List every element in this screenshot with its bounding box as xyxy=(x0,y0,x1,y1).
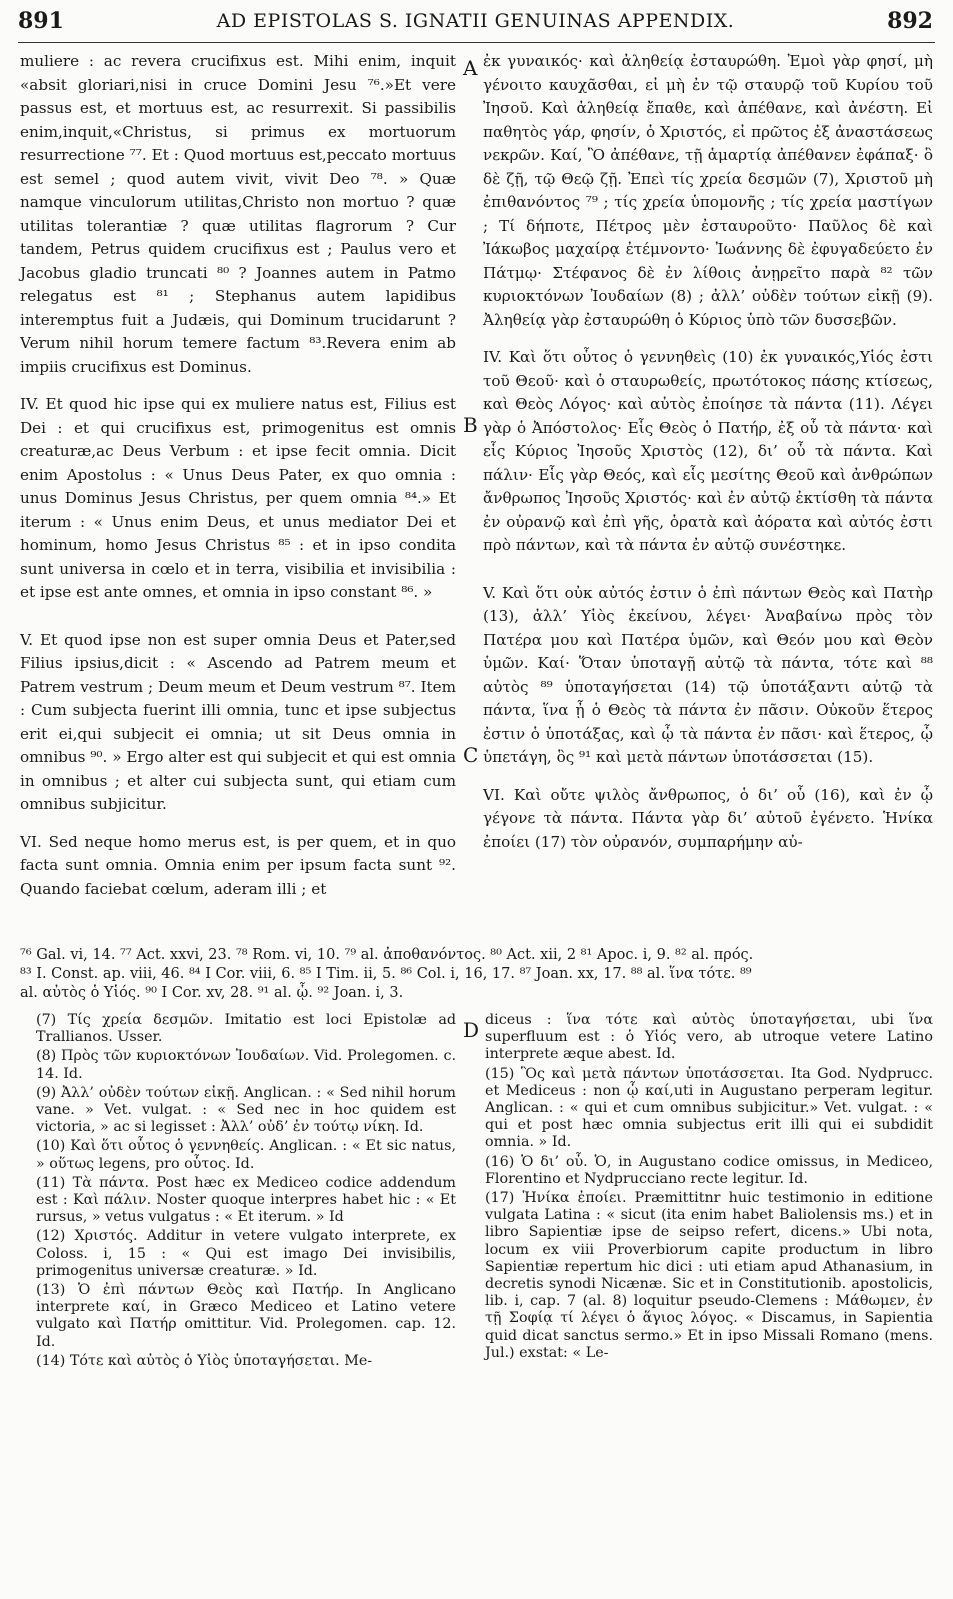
latin-column xyxy=(20,50,456,901)
greek-paragraph-vi: VI. Καὶ οὔτε ψιλὸς ἄνθρωπος, ὁ δι’ οὗ (16), καὶ ἐν ᾧ γέγονε τὰ πάντα. Πάντα γὰρ δι’ αὐτοῦ ἐγένετο. Ἡνίκα ἐποίει (17) τὸν οὐρανόν, συμπαρήμην αὐ- xyxy=(483,785,933,851)
note-item: (16) Ὁ δι’ οὗ. Ὁ, in Augustano codice omissus, in Mediceo, Florentino et Nydprucciano recte legitur. Id. xyxy=(485,1153,933,1187)
footnote-line: ⁷⁶ Gal. vi, 14. ⁷⁷ Act. xxvi, 23. ⁷⁸ Rom. vi, 10. ⁷⁹ al. ἀποθανόντος. ⁸⁰ Act. xii, 2 ⁸¹ Apoc. i, 9. ⁸² al. πρός. xyxy=(20,947,754,963)
greek-paragraph-v: V. Καὶ ὅτι οὐκ αὐτός ἐστιν ὁ ἐπὶ πάντων Θεὸς καὶ Πατὴρ (13), ἀλλ’ Υἱὸς ἐκείνου, λέγει· Ἀναβαίνω πρὸς τὸν Πατέρα μου καὶ Πατέρα ὑμῶν, καὶ Θεόν μου καὶ Θεὸν ὑμῶν. Καί· Ὅταν ὑποταγῇ αὐτῷ τὰ πάντα, τότε καὶ ⁸⁸ αὐτὸς ⁸⁹ ὑποταγήσεται (14) τῷ ὑποτάξαντι αὐτῷ τὰ πάντα, ἵνα ᾖ ὁ Θεὸς τὰ πάντα ἐν πᾶσιν. Οὐκοῦν ἕτερος ἐστιν ὁ ὑποτάξας, καὶ ᾧ τὰ πάντα ἐν πᾶσι· καὶ ἕτερος, ᾧ ὑπετάγη, ὃς ⁹¹ καὶ μετὰ πάντων ὑποτάσσεται (15). xyxy=(483,583,933,766)
note-item: (12) Χριστός. Additur in vetere vulgato interprete, ex Coloss. i, 15 : « Qui est imago Dei invisibilis, primogenitus universæ creaturæ. » Id. xyxy=(36,1228,456,1279)
page-number-right: 892 xyxy=(887,8,933,34)
latin-paragraph-vi: VI. Sed neque homo merus est, is per quem, et in quo facta sunt omnia. Omnia enim per ipsum facta sunt ⁹². Quando faciebat cœlum, aderam illi ; et xyxy=(20,832,456,898)
greek-paragraph-iv: IV. Καὶ ὅτι οὗτος ὁ γεννηθεὶς (10) ἐκ γυναικός,Υἱός ἐστι τοῦ Θεοῦ· καὶ ὁ σταυρωθείς, πρωτότοκος πάσης κτίσεως, καὶ Θεὸς Λόγος· καὶ αὐτὸς ἐποίησε τὰ πάντα (11). Λέγει γὰρ ὁ Ἀπόστολος· Εἷς Θεὸς ὁ Πατήρ, ἐξ οὗ τὰ πάντα· καὶ εἷς Κύριος Ἰησοῦς Χριστὸς (12), δι’ οὗ τὰ πάντα. Καὶ πάλιν· Εἷς γὰρ Θεός, καὶ εἷς μεσίτης Θεοῦ καὶ ἀνθρώπων ἄνθρωπος Ἰησοῦς Χριστός· καὶ ἐν αὐτῷ ἐκτίσθη τὰ πάντα ἐν οὐρανῷ καὶ ἐπὶ γῆς, ὁρατὰ καὶ ἀόρατα καὶ αὐτός ἐστι πρὸ πάντων, καὶ τὰ πάντα ἐν αὐτῷ συνέστηκε. xyxy=(483,348,933,554)
note-item: (15) Ὃς καὶ μετὰ πάντων ὑποτάσσεται. Ita God. Nydprucc. et Mediceus : non ᾧ καί,uti in Augustano perperam legitur. Anglican. : « qui et cum omnibus subjicitur.» Vet. vulgat. : « qui et post hæc omnia subjectus erit illi qui ei subdidit omnia. » Id. xyxy=(485,1065,933,1151)
note-item: (10) Καὶ ὅτι οὗτος ὁ γεννηθείς. Anglican. : « Et sic natus, » οὕτως legens, pro οὗτος. Id. xyxy=(36,1138,456,1172)
margin-letter-c: C xyxy=(463,743,479,767)
notes-left-column xyxy=(36,1012,456,1372)
note-item: (13) Ὁ ἐπὶ πάντων Θεὸς καὶ Πατήρ. In Anglicano interprete καί, in Græco Mediceo et Latino vetere vulgato καὶ Πατήρ omittitur. Vid. Prolegomen. cap. 12. Id. xyxy=(36,1282,456,1350)
notes-right-column xyxy=(485,1012,933,1364)
running-title: AD EPISTOLAS S. IGNATII GENUINAS APPENDIX. xyxy=(216,10,735,32)
greek-paragraph-iii: ἐκ γυναικός· καὶ ἀληθείᾳ ἐσταυρώθη. Ἐμοὶ γὰρ φησί, μὴ γένοιτο καυχᾶσθαι, εἰ μὴ ἐν τῷ σταυρῷ τοῦ Κυρίου τοῦ Ἰησοῦ. Καὶ ἀληθείᾳ ἔπαθε, καὶ ἀπέθανε, καὶ ἀνέστη. Εἰ παθητὸς γάρ, φησίν, ὁ Χριστός, εἰ πρῶτος ἐξ ἀναστάσεως νεκρῶν. Καί, Ὃ ἀπέθανε, τῇ ἁμαρτίᾳ ἀπέθανεν ἐφάπαξ· ὃ δὲ ζῇ, τῷ Θεῷ ζῇ. Ἐπεὶ τίς χρεία δεσμῶν (7), Χριστοῦ μὴ ἐπιθανόντος ⁷⁹ ; τίς χρεία ὑπομονῆς ; τίς χρεία μαστίγων ; Τί δήποτε, Πέτρος μὲν ἐσταυροῦτο· Παῦλος δὲ καὶ Ἰάκωβος μαχαίρᾳ ἐτέμνοντο· Ἰωάννης δὲ ἐφυγαδεύετο ἐν Πάτμῳ· Στέφανος δὲ ἐν λίθοις ἀνῃρεῖτο παρὰ ⁸² τῶν κυριοκτόνων Ἰουδαίων (8) ; ἀλλ’ οὐδὲν τούτων εἰκῇ (9). Ἀληθείᾳ γὰρ ἐσταυρώθη ὁ Κύριος ὑπὸ τῶν δυσσεβῶν. xyxy=(483,52,933,329)
note-item: (8) Πρὸς τῶν κυριοκτόνων Ἰουδαίων. Vid. Prolegomen. c. 14. Id. xyxy=(36,1048,456,1082)
footnote-line: al. αὐτὸς ὁ Υἱός. ⁹⁰ I Cor. xv, 28. ⁹¹ al. ᾧ. ⁹² Joan. i, 3. xyxy=(20,985,404,1001)
note-item: (9) Ἀλλ’ οὐδὲν τούτων εἰκῇ. Anglican. : « Sed nihil horum vane. » Vet. vulgat. : « Sed nec in hoc quidem est victoria, » ac si legisset : Ἀλλ’ οὐδ’ ἐν τούτῳ νίκη. Id. xyxy=(36,1084,456,1136)
page-number-left: 891 xyxy=(18,8,64,34)
greek-column xyxy=(483,50,933,854)
footnote-line: ⁸³ I. Const. ap. viii, 46. ⁸⁴ I Cor. viii, 6. ⁸⁵ I Tim. ii, 5. ⁸⁶ Col. i, 16, 17. ⁸⁷ Joan. xx, 17. ⁸⁸ al. ἵνα τότε. ⁸⁹ xyxy=(20,966,752,982)
note-item: (14) Τότε καὶ αὐτὸς ὁ Υἱὸς ὑποταγήσεται. Me- xyxy=(36,1352,373,1369)
margin-letter-a: A xyxy=(463,56,478,80)
latin-paragraph-iv: IV. Et quod hic ipse qui ex muliere natus est, Filius est Dei : et qui crucifixus est, primogenitus est omnis creaturæ,ac Deus Verbum : et ipse fecit omnia. Dicit enim Apostolus : « Unus Deus Pater, ex quo omnia : unus Dominus Jesus Christus, per quem omnia ⁸⁴.» Et iterum : « Unus enim Deus, et unus mediator Dei et hominum, homo Jesus Christus ⁸⁵ : et in ipso condita sunt universa in cœlo et in terra, visibilia et invisibilia : et ipse est ante omnes, et omnia in ipso constant ⁸⁶. » xyxy=(20,395,456,601)
note-item: diceus : ἵνα τότε καὶ αὐτὸς ὑποταγήσεται, ubi ἵνα superfluum est : ὁ Υἱός vero, ab utroque vetere Latino interprete æque abest. Id. xyxy=(485,1012,933,1063)
latin-paragraph-iii: muliere : ac revera crucifixus est. Mihi enim, inquit «absit gloriari,nisi in cruce Domini Jesu ⁷⁶.»Et vere passus est, et mortuus est, ac resurrexit. Si passibilis enim,inquit,«Christus, si primus ex mortuorum resurrectione ⁷⁷. Et : Quod mortuus est,peccato mortuus est semel ; quod autem vivit, vivit Deo ⁷⁸. » Quæ namque vinculorum utilitas,Christo non mortuo ? quæ utilitas tolerantiæ ? quæ utilitas flagrorum ? Cur tandem, Petrus quidem crucifixus est ; Paulus vero et Jacobus gladio truncati ⁸⁰ ? Joannes autem in Patmo relegatus est ⁸¹ ; Stephanus autem lapidibus interemptus fuit a Judæis, qui Dominum trucidarunt ? Verum nihil horum temere factum ⁸³.Revera enim ab impiis crucifixus est Dominus. xyxy=(20,52,456,376)
note-item: (7) Τίς χρεία δεσμῶν. Imitatio est loci Epistolæ ad Trallianos. Usser. xyxy=(36,1012,456,1046)
margin-letter-d: D xyxy=(463,1018,480,1042)
note-item: (11) Τὰ πάντα. Post hæc ex Mediceo codice addendum est : Καὶ πάλιν. Noster quoque interpres habet hic : « Et rursus, » vetus vulgatus : « Et iterum. » Id xyxy=(36,1174,456,1226)
header-rule xyxy=(18,42,935,43)
note-item: (17) Ἡνίκα ἐποίει. Præmittitnr huic testimonio in editione vulgata Latina : « sicut (ita enim habet Baliolensis ms.) et in libro Sapientiæ ipse de seipso refert, dicens.» Ubi nota, locum ex viii Proverbiorum capite productum in libro Sapientiæ repertum hic dici : uti etiam apud Athanasium, in decretis synodi Nicænæ. Sic et in Constitutionib. apostolicis, lib. i, cap. 7 (al. 8) loquitur pseudo-Clemens : Μάθωμεν, ἐν τῇ Σοφίᾳ τί λέγει ὁ ἅγιος λόγος. « Discamus, in Sapientia quid dicat sanctus sermo.» Et in ipso Missali Romano (mens. Jul.) exstat: « Le- xyxy=(485,1190,933,1361)
margin-letter-b: B xyxy=(463,413,478,437)
running-header xyxy=(18,8,933,36)
scripture-footnotes xyxy=(20,946,933,1003)
latin-paragraph-v: V. Et quod ipse non est super omnia Deus et Pater,sed Filius ipsius,dicit : « Ascendo ad Patrem meum et Patrem vestrum ; Deum meum et Deum vestrum ⁸⁷. Item : Cum subjecta fuerint illi omnia, tunc et ipse subjectus erit ei,qui subjecit ei omnia; ut sit Deus omnia in omnibus ⁹⁰. » Ergo alter est qui subjecit et qui est omnia in omnibus ; et alter cui subjecta sunt, qui etiam cum omnibus subjicitur. xyxy=(20,630,456,813)
